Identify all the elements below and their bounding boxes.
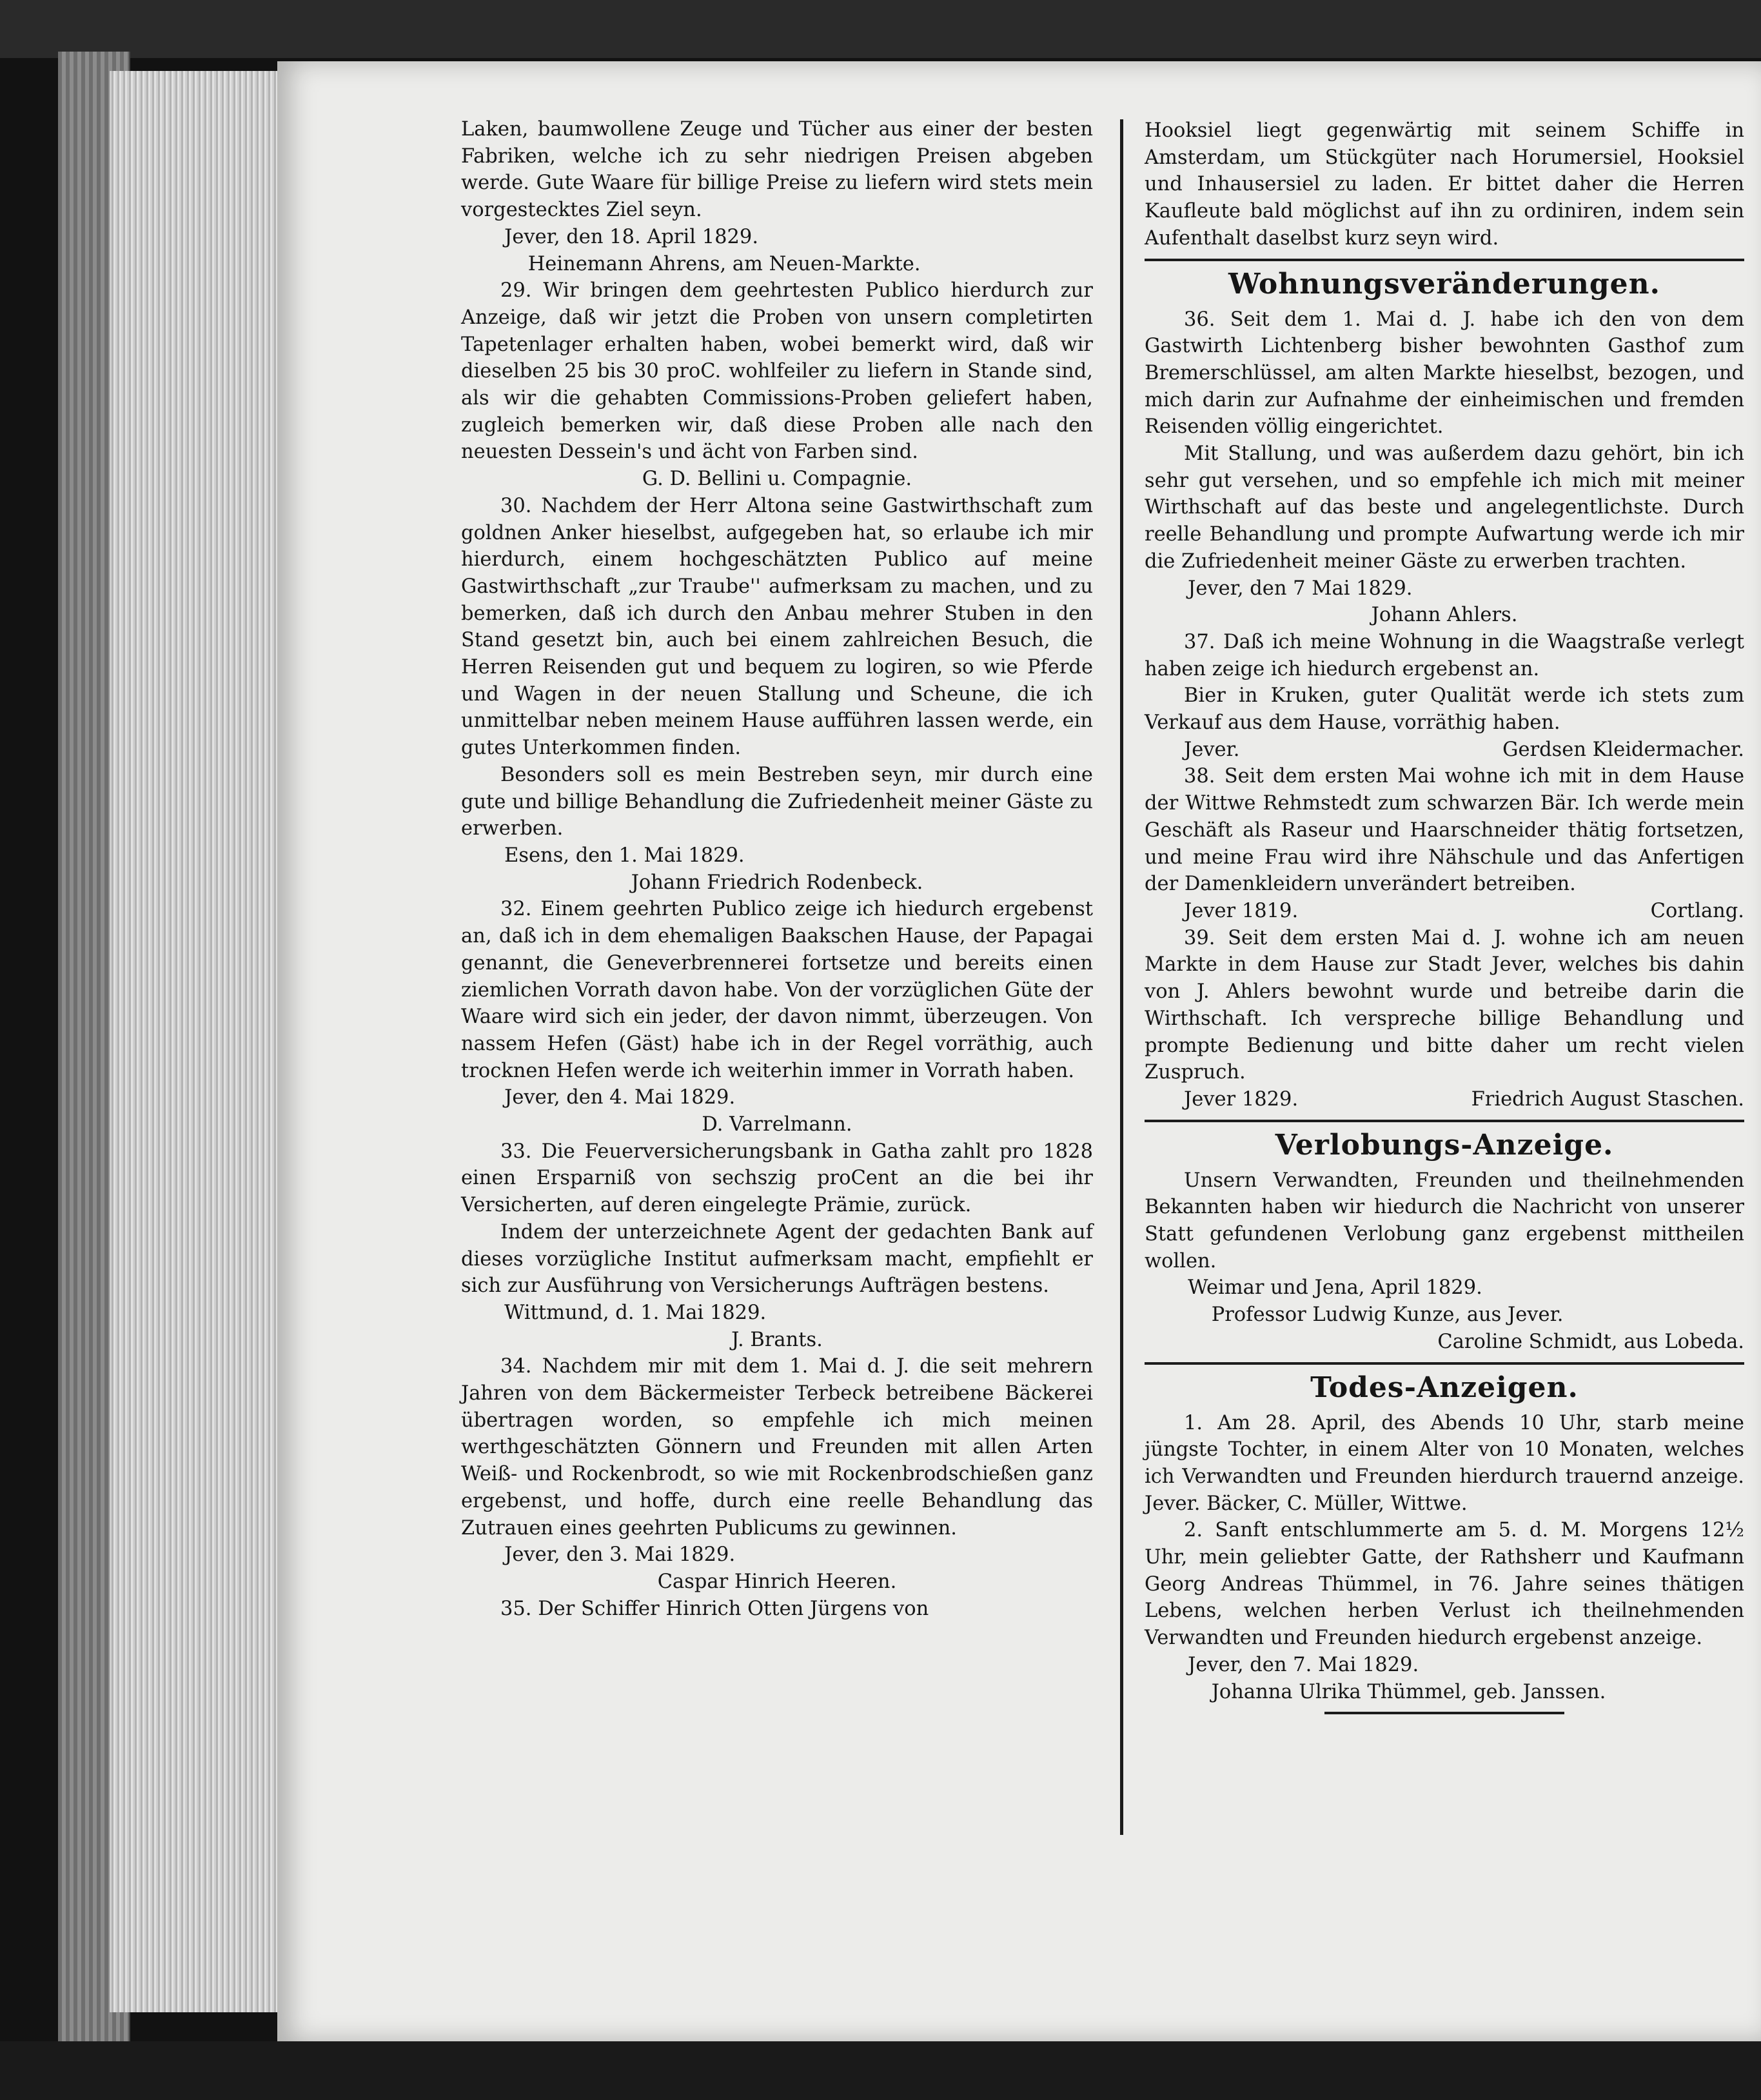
notice-intro-date: Jever, den 18. April 1829. [504,225,759,248]
heading-verlobungs-anzeige: Verlobungs-Anzeige. [1275,1128,1614,1162]
section-rule [1145,1120,1744,1122]
section-rule [1145,1362,1744,1365]
scan-border-top [0,0,1761,58]
todes-1-text: 1. Am 28. April, des Abends 10 Uhr, starb meine jüngste Tochter, in einem Alter von 10 Monaten, welches ich Verwandten und Freunden hierdurch trauernd anzeige. Jever. Bäcker, C. Müller, Wittwe. [1145,1411,1744,1515]
column-divider [1120,119,1123,1835]
verlobung-signature-2: Caroline Schmidt, aus Lobeda. [1437,1330,1744,1353]
notice-34-date: Jever, den 3. Mai 1829. [504,1543,736,1567]
notice-38-place: Jever 1819. [1184,899,1299,922]
notice-36-signature: Johann Ahlers. [1371,604,1518,627]
left-column [461,116,1093,1622]
notice-39-place: Jever 1829. [1184,1087,1299,1111]
notice-29-text: 29. Wir bringen dem geehrtesten Publico hierdurch zur Anzeige, daß wir jetzt die Proben von unsern completirten Tapetenlager erhalten haben, wobei bemerkt wird, daß wir dieselben 25 bis 30 proC. wohlfeiler zu liefern in Stande sind, als wir die gehabten Commissions-Proben geliefert haben, zugleich bemerken wir, daß diese Proben alle nach den neuesten Dessein's und ächt von Farben sind. [461,279,1093,464]
notice-34-text: 34. Nachdem mir mit dem 1. Mai d. J. die seit mehrern Jahren von dem Bäckermeister Terbeck betreibene Bäckerei übertragen worden, so empfehle ich mich meinen werthgeschätzten Gönnern und Freunden mit allen Arten Weiß- und Rockenbrodt, so wie mit Rockenbrodschießen ganz ergebenst, und hoffe, durch eine reelle Behandlung das Zutrauen eines geehrten Publicums zu gewinnen. [461,1355,1093,1540]
notice-32-date: Jever, den 4. Mai 1829. [504,1086,736,1109]
notice-38-text: 38. Seit dem ersten Mai wohne ich mit in dem Hause der Wittwe Rehmstedt zum schwarzen Bär. Ich werde mein Geschäft als Raseur und Haarschneider thätig fortsetzen, und meine Frau wird ihre Nähschule und das Anfertigen der Damenkleidern unverändert betreiben. [1145,765,1744,896]
notice-33-date: Wittmund, d. 1. Mai 1829. [504,1301,767,1324]
notice-35-text: 35. Der Schiffer Hinrich Otten Jürgens von [500,1597,929,1620]
notice-32-text: 32. Einem geehrten Publico zeige ich hiedurch ergebenst an, daß ich in dem ehemaligen Baakschen Hause, der Papagai genannt, die Geneverbrennerei fortsetze und bereits einen ziemlichen Vorrath davon habe. Von der vorzüglichen Güte der Waare wird sich ein jeder, der davon nimmt, überzeugen. Von nassem Hefen (Gäst) habe ich in der Regel vorräthig, auch trocknen Hefen werde ich weiterhin immer in Vorrath haben. [461,898,1093,1082]
verlobung-date: Weimar und Jena, April 1829. [1188,1276,1482,1300]
notice-36-text-2: Mit Stallung, und was außerdem dazu gehört, bin ich sehr gut versehen, und so empfehle ich mich mit meiner Wirthschaft auf das beste und angelegentlichste. Durch reelle Behandlung und prompte Aufwartung werde ich mir die Zufriedenheit meiner Gäste zu erwerben trachten. [1145,442,1744,573]
notice-34-signature: Caspar Hinrich Heeren. [657,1570,897,1593]
notice-30-text: 30. Nachdem der Herr Altona seine Gastwirthschaft zum goldnen Anker hieselbst, aufgegeben hat, so erlaube ich mir hierdurch, einem hochgeschätzten Publico auf meine Gastwirthschaft „zur Traube'' aufmerksam zu machen, und zu bemerken, daß ich durch den Anbau mehrer Stuben in den Stand gesetzt bin, auch bei einem zahlreichen Besuch, die Herren Reisenden gut und bequem zu logiren, so wie Pferde und Wagen in der neuen Stallung und Scheune, die ich unmittelbar neben meinem Hause aufführen lassen werde, ein gutes Unterkommen finden. [461,494,1093,760]
todes-2-date: Jever, den 7. Mai 1829. [1188,1653,1419,1676]
notice-37-text-2: Bier in Kruken, guter Qualität werde ich stets zum Verkauf aus dem Hause, vorräthig haben. [1145,684,1744,735]
notice-37-footer [1145,737,1744,764]
notice-39-signature: Friedrich August Staschen. [1471,1087,1744,1111]
end-rule [1324,1712,1564,1714]
heading-wohnungsveraenderungen: Wohnungsveränderungen. [1228,267,1660,301]
notice-39-text: 39. Seit dem ersten Mai d. J. wohne ich am neuen Markte in dem Hause zur Stadt Jever, welches bis dahin von J. Ahlers bewohnt wurde und betreibe darin die Wirthschaft. Ich verspreche billige Behandlung und prompte Bedienung und bitte daher um recht vielen Zuspruch. [1145,926,1744,1084]
notice-39-footer [1145,1086,1744,1113]
notice-intro-text: Laken, baumwollene Zeuge und Tücher aus einer der besten Fabriken, welche ich zu sehr niedrigen Preisen abgeben werde. Gute Waare für billige Preise zu liefern wird stets mein vorgestecktes Ziel seyn. [461,118,1093,222]
heading-todes-anzeigen: Todes-Anzeigen. [1310,1371,1579,1404]
notice-35-continuation: Hooksiel liegt gegenwärtig mit seinem Schiffe in Amsterdam, um Stückgüter nach Horumersiel, Hooksiel und Inhausersiel zu laden. Er bittet daher die Herren Kaufleute bald möglichst auf ihn zu ordiniren, indem sein Aufenthalt daselbst kurz seyn wird. [1145,119,1744,250]
notice-intro-signature: Heinemann Ahrens, am Neuen-Markte. [527,252,921,275]
page-edges [110,71,303,2012]
notice-37-text: 37. Daß ich meine Wohnung in die Waagstraße verlegt haben zeige ich hiedurch ergebenst an. [1145,630,1744,680]
notice-37-signature: Gerdsen Kleidermacher. [1502,738,1744,761]
notice-30-text-2: Besonders soll es mein Bestreben seyn, mir durch eine gute und billige Behandlung die Zufriedenheit meiner Gäste zu erwerben. [461,763,1093,840]
scan-border-bottom [0,2041,1761,2100]
notice-36-text: 36. Seit dem 1. Mai d. J. habe ich den von dem Gastwirth Lichtenberg bisher bewohnten Gasthof zum Bremerschlüssel, am alten Markte hieselbst, bezogen, und mich darin zur Aufnahme der einheimischen und fremden Reisenden völlig eingerichtet. [1145,308,1744,439]
notice-37-place: Jever. [1184,738,1240,761]
notice-33-signature: J. Brants. [731,1328,823,1351]
notice-30-date: Esens, den 1. Mai 1829. [504,844,745,867]
todes-2-text: 2. Sanft entschlummerte am 5. d. M. Morgens 12½ Uhr, mein geliebter Gatte, der Rathsherr und Kaufmann Georg Andreas Thümmel, in 76. Jahre seines thätigen Lebens, welchen herben Verlust ich theilnehmenden Verwandten und Freunden hiedurch ergebenst anzeige. [1145,1519,1744,1650]
todes-2-signature: Johanna Ulrika Thümmel, geb. Janssen. [1211,1680,1606,1703]
verlobung-signature-1: Professor Ludwig Kunze, aus Jever. [1211,1303,1564,1327]
notice-33-text-2: Indem der unterzeichnete Agent der gedachten Bank auf dieses vorzügliche Institut aufmerksam macht, empfiehlt er sich zur Ausführung von Versicherungs Aufträgen bestens. [461,1220,1093,1298]
section-rule [1145,259,1744,261]
right-column [1145,117,1744,1714]
notice-38-signature: Cortlang. [1650,899,1744,922]
notice-33-text: 33. Die Feuerversicherungsbank in Gatha zahlt pro 1828 einen Ersparniß von sechszig proCent an die bei ihr Versicherten, auf deren eingelegte Prämie, zurück. [461,1140,1093,1217]
notice-29-signature: G. D. Bellini u. Compagnie. [642,468,912,491]
notice-36-date: Jever, den 7 Mai 1829. [1188,577,1413,600]
notice-38-footer [1145,898,1744,925]
notice-30-signature: Johann Friedrich Rodenbeck. [631,871,923,894]
notice-32-signature: D. Varrelmann. [702,1113,852,1136]
verlobung-text: Unsern Verwandten, Freunden und theilnehmenden Bekannten haben wir hiedurch die Nachricht von unserer Statt gefundenen Verlobung ganz ergebenst mittheilen wollen. [1145,1169,1744,1273]
